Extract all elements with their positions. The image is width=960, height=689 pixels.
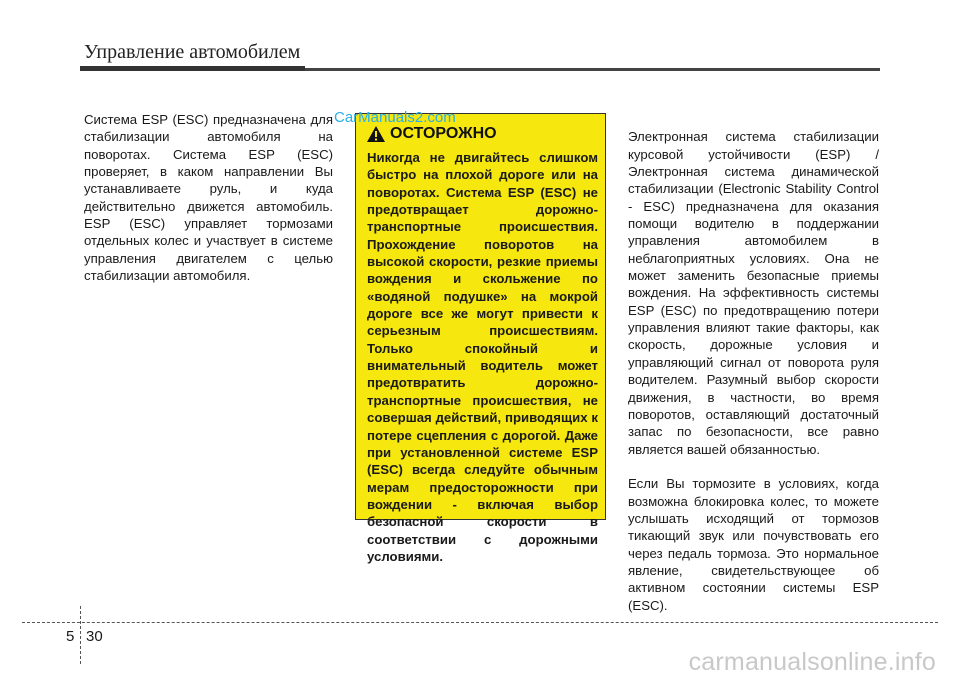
page-number: 30 [86, 628, 103, 645]
warning-body: Никогда не двигайтесь слишком быстро на плохой дороге или на поворотах. Система ESP (ESC) не предотвращает дорожно-транспортные происшествия. Прохождение поворотов на высокой скорости, резкие приемы вождения и скольжение по «водяной подушке» на мокрой дороге все же могут привести к серьезным происшествиям. Только спокойный и внимательный водитель может предотвратить дорожно-транспортные происшествия, не совершая действий, приводящих к потере сцепления с дорогой. Даже при установленной системе ESP (ESC) всегда следуйте обычным мерам предосторожности при вождении - включая выбор безопасной скорости в соответствии с дорожными условиями. [367, 150, 598, 564]
warning-triangle-icon [366, 125, 386, 143]
warning-header [366, 125, 497, 143]
header-rule [80, 68, 880, 71]
right-paragraph-1: Электронная система стабилизации курсовой устойчивости (ESP) / Электронная система динамической стабилизации (Electronic Stability Control - ESC) предназначена для оказания помощи водителю в поддержании управления автомобилем в неблагоприятных условиях. Она не может заменить безопасные приемы вождения. На эффективность системы ESP (ESC) по предотвращению потери управления влияют такие факторы, как скорость, дорожные условия и управляющий сигнал от поворота руля водителем. Разумный выбор скорости движения, в частности, во время поворотов, оставляющий достаточный запас по безопасности, все равно является вашей обязанностью. [628, 129, 879, 457]
warning-box [355, 113, 606, 564]
watermark-bottom: carmanualsonline.info [688, 648, 936, 676]
page-header-title: Управление автомобилем [84, 41, 301, 63]
warning-title: ОСТОРОЖНО [390, 125, 497, 142]
right-column [628, 111, 879, 631]
watermark-top: CarManuals2.com [334, 109, 456, 126]
right-paragraph-2: Если Вы тормозите в условиях, когда возможна блокировка колес, то можете услышать исходящий от тормозов тикающий звук или почувствовать его через педаль тормоза. Это нормальное явление, свидетельствующее об активном состоянии системы ESP (ESC). [628, 476, 879, 613]
footer-divider [80, 606, 81, 664]
section-number: 5 [66, 628, 75, 645]
left-column-text: Система ESP (ESC) предназначена для стабилизации автомобиля на поворотах. Система ESP (ESC) проверяет, в каком направлении Вы устанавливаете руль, и куда действительно движется автомобиль. ESP (ESC) управляет тормозами отдельных колес и участвует в системе управления двигателем с целью стабилизации автомобиля. [84, 112, 333, 284]
footer-rule [22, 622, 938, 623]
